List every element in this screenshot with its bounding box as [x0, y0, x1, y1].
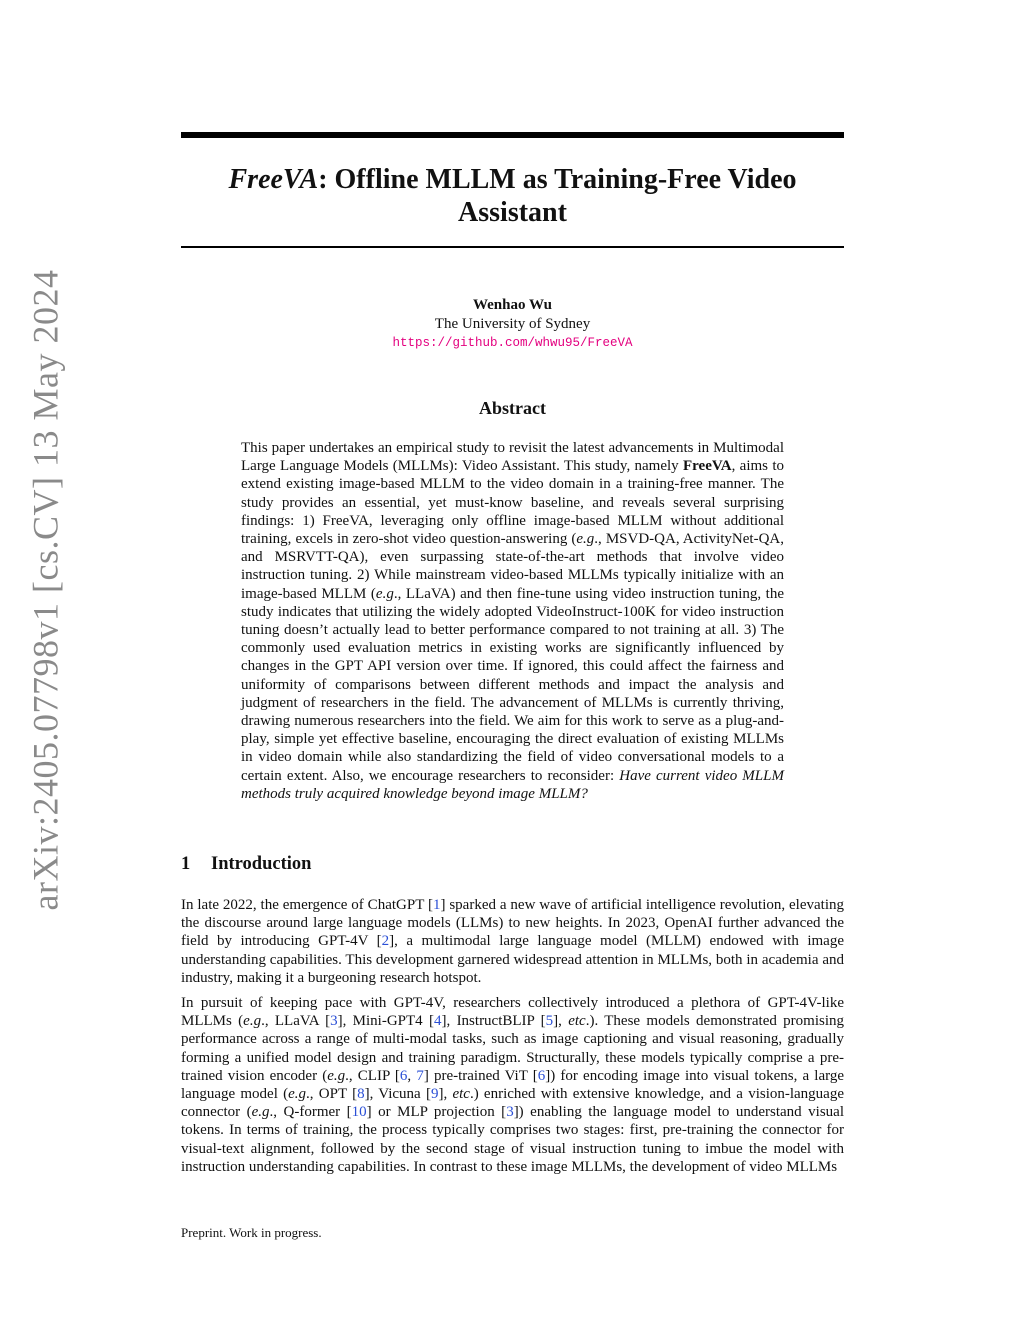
paragraph-text: ], Mini-GPT4 [: [337, 1013, 434, 1030]
citation-link[interactable]: 3: [506, 1104, 514, 1121]
paragraph-text: In late 2022, the emergence of ChatGPT [: [181, 897, 433, 913]
paragraph-text: ., CLIP [: [345, 1067, 400, 1084]
citation-link[interactable]: 3: [330, 1013, 338, 1030]
paragraph-text: ]) enabling the language model to understand visual tokens. In terms of training, the process typically comprises two stages: first, pre-training the connector for visual-text alignment, followed by the second stage of visual instruction tuning to imbue the model with instruction understanding capabilities. In contrast to these image MLLMs, the development of video MLLMs: [181, 1104, 844, 1175]
paragraph-text: ], a multimodal large language model (MLLM) endowed with image understanding capabilities. This development garnered widespread attention in MLLMs, both in academia and industry, making it a burgeoning research hotspot.: [181, 933, 844, 986]
intro-paragraph-2: [181, 994, 844, 1176]
arxiv-identifier-text: arXiv:2405.07798v1 [cs.CV] 13 May 2024: [25, 269, 65, 911]
citation-link[interactable]: 2: [381, 933, 390, 950]
abstract-text: This paper undertakes an empirical study to revisit the latest advancements in Multimodal Large Language Models (MLLMs): Video Assistant. This study, namely: [241, 440, 784, 475]
paragraph-text: ], InstructBLIP [: [441, 1013, 546, 1030]
paragraph-text: ] pre-trained ViT [: [423, 1067, 538, 1084]
paragraph-text: .) enriched with extensive knowledge, and a vision-language connector (: [181, 1086, 845, 1121]
paragraph-text: ],: [438, 1086, 453, 1103]
paper-title: [181, 163, 844, 229]
title-method-name: FreeVA: [228, 164, 319, 195]
citation-link[interactable]: 6: [399, 1067, 408, 1084]
abstract-eg: e.g: [375, 585, 394, 602]
citation-link[interactable]: 5: [545, 1013, 554, 1030]
title-bottom-rule: [181, 246, 844, 248]
abstract-text: , aims to extend existing image-based MLLM to the video domain in a training-free manner. The study provides an essential, yet must-know baseline, and reveals several surprising findings: 1) FreeVA, leveraging only offline image-based MLLM without additional training, excels in zero-shot video question-answering (: [241, 458, 785, 548]
paragraph-text: ],: [553, 1013, 569, 1030]
paragraph-text: .). These models demonstrated promising performance across a range of multi-modal tasks, such as image captioning and visual reasoning, gradually forming a unified model design and training paradigm. Structurally, these models typically comprise a pre-trained vision encoder (: [181, 1013, 845, 1084]
paragraph-text: ,: [407, 1067, 417, 1084]
author-affiliation: The University of Sydney: [434, 316, 591, 332]
abstract-question: Have current video MLLM methods truly acquired knowledge beyond image MLLM?: [241, 767, 784, 802]
abstract-text: ., MSVD-QA, ActivityNet-QA, and MSRVTT-QA), even surpassing state-of-the-art methods that involve video instruction tuning. 2) While mainstream video-based MLLMs typically initialize with an image-based MLLM (: [241, 531, 785, 602]
citation-link[interactable]: 8: [357, 1086, 365, 1103]
paragraph-text: ], Vicuna [: [364, 1086, 431, 1103]
paragraph-text: ., Q-former [: [269, 1104, 352, 1121]
citation-link[interactable]: 1: [432, 897, 441, 913]
abstract-text: ., LLaVA) and then fine-tune using video instruction tuning, the study indicates that utilizing the widely adopted VideoInstruct-100K for video instruction tuning doesn’t actually lead to better performance compared to not training at all. 3) The commonly used evaluation metrics in existing works are significantly influenced by changes in the GPT API version over time. If ignored, this could affect the fairness and uniformity of comparisons between different methods and impact the analysis and judgment of researchers in the field. The advancement of MLLMs is currently thriving, drawing numerous researchers into the field. We aim for this work to serve as a plug-and-play, simple yet effective baseline, encouraging the direct evaluation of existing MLLMs in video domain while also standardizing the field of video conversational models to a certain extent. Also, we encourage researchers to reconsider:: [241, 585, 785, 784]
abstract-bold-name: FreeVA: [683, 458, 732, 475]
section-title: Introduction: [211, 854, 312, 874]
paragraph-text: In pursuit of keeping pace with GPT-4V, researchers collectively introduced a plethora of GPT-4V-like MLLMs (: [181, 995, 844, 1030]
paragraph-eg: e.g: [327, 1067, 346, 1084]
author-block: [181, 296, 844, 353]
abstract-heading: Abstract: [479, 398, 546, 418]
abstract-eg: e.g: [576, 531, 595, 548]
title-rest: : Offline MLLM as Training-Free Video Assistant: [318, 164, 797, 228]
citation-link[interactable]: 6: [537, 1067, 546, 1084]
project-link[interactable]: https://github.com/whwu95/FreeVA: [392, 336, 633, 350]
footer-note: Preprint. Work in progress.: [181, 1225, 322, 1240]
citation-link[interactable]: 10: [351, 1104, 367, 1121]
paragraph-text: ., OPT [: [306, 1086, 358, 1103]
citation-link[interactable]: 9: [430, 1086, 439, 1103]
author-name: Wenhao Wu: [472, 297, 553, 313]
title-top-rule: [181, 132, 844, 138]
paragraph-etc: etc: [568, 1013, 586, 1030]
paragraph-text: ] sparked a new wave of artificial intelligence revolution, elevating the discourse around large language models (LLMs) to new heights. In 2023, OpenAI further advanced the field by introducing GPT-4V [: [181, 897, 844, 950]
paragraph-text: ] or MLP projection [: [366, 1104, 507, 1121]
paragraph-text: ]) for encoding image into visual tokens, a large language model (: [181, 1067, 845, 1103]
arxiv-identifier: [15, 240, 75, 940]
paragraph-eg: e.g: [288, 1086, 307, 1103]
paragraph-text: ., LLaVA [: [261, 1013, 331, 1030]
citation-link[interactable]: 7: [416, 1067, 424, 1084]
paragraph-eg: e.g: [243, 1013, 262, 1030]
section-number: 1: [181, 854, 191, 874]
section-heading-introduction: [181, 854, 311, 875]
abstract-body: [241, 439, 784, 803]
intro-paragraph-1: [181, 896, 844, 987]
paragraph-eg: e.g: [251, 1104, 270, 1121]
paragraph-etc: etc: [452, 1086, 470, 1103]
citation-link[interactable]: 4: [434, 1013, 442, 1030]
